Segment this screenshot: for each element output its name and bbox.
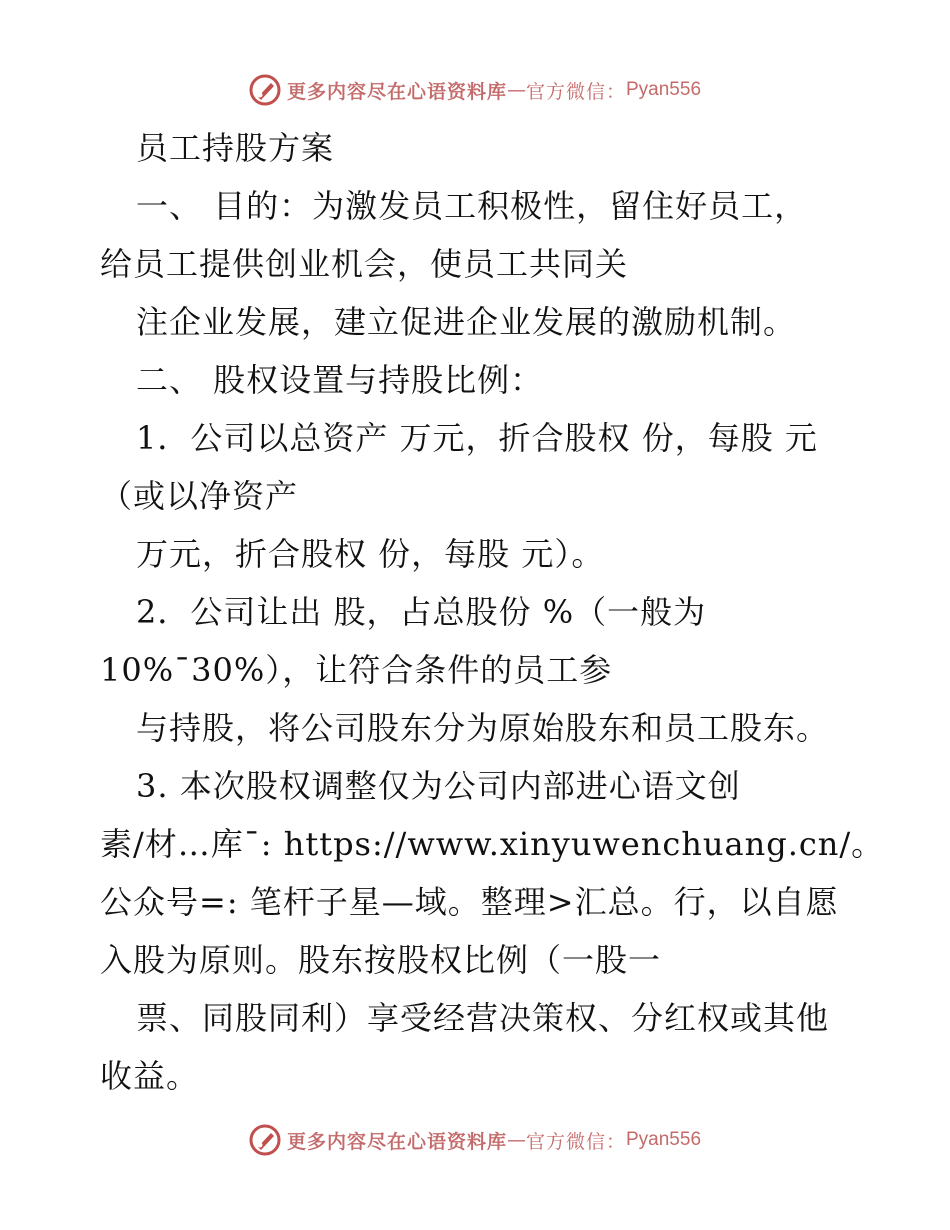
banner-brand-text: 更多内容尽在心语资料库 <box>286 1130 507 1153</box>
doc-line: 万元，折合股权 份，每股 元）。 <box>136 535 605 573</box>
doc-line: 2．公司让出 股，占总股份 %（一般为 <box>136 593 707 631</box>
doc-line: 公众号=: 笔杆子星—域。整理>汇总。行，以自愿 <box>100 883 839 921</box>
doc-line: （或以净资产 <box>100 477 299 515</box>
doc-line: 票、同股同利）享受经营决策权、分红权或其他 <box>136 999 830 1037</box>
banner-wechat-id: Pyan556 <box>626 79 702 100</box>
doc-line: 10%¯30%），让符合条件的员工参 <box>100 651 613 689</box>
doc-line: 二、 股权设置与持股比例： <box>136 361 544 399</box>
doc-line: 3. 本次股权调整仅为公司内部进心语文创 <box>136 767 741 805</box>
doc-line: 1．公司以总资产 万元，折合股权 份，每股 元 <box>136 419 818 457</box>
banner-wechat-label: 官方微信： <box>525 1130 626 1153</box>
pen-logo-icon <box>249 74 281 106</box>
doc-line: 与持股，将公司股东分为原始股东和员工股东。 <box>136 709 830 747</box>
doc-line: 一、 目的：为激发员工积极性，留住好员工， <box>136 187 808 225</box>
banner-wechat-label: 官方微信： <box>525 80 626 103</box>
doc-line: 注企业发展，建立促进企业发展的激励机制。 <box>136 303 797 341</box>
banner-wechat-id: Pyan556 <box>626 1129 702 1150</box>
doc-line: 收益。 <box>100 1057 200 1095</box>
doc-title: 员工持股方案 <box>136 129 335 167</box>
doc-line: 入股为原则。股东按股权比例（一股一 <box>100 941 662 979</box>
banner-dash: — <box>506 1129 526 1151</box>
doc-line: 给员工提供创业机会，使员工共同关 <box>100 245 629 283</box>
doc-line: 素/材…库¯: https://www.xinyuwenchuang.cn/。 <box>100 825 885 863</box>
pen-logo-icon <box>249 1124 281 1156</box>
footer-banner <box>0 1120 950 1160</box>
banner-brand-text: 更多内容尽在心语资料库 <box>286 80 507 103</box>
banner-dash: — <box>506 79 526 101</box>
header-banner <box>0 70 950 110</box>
